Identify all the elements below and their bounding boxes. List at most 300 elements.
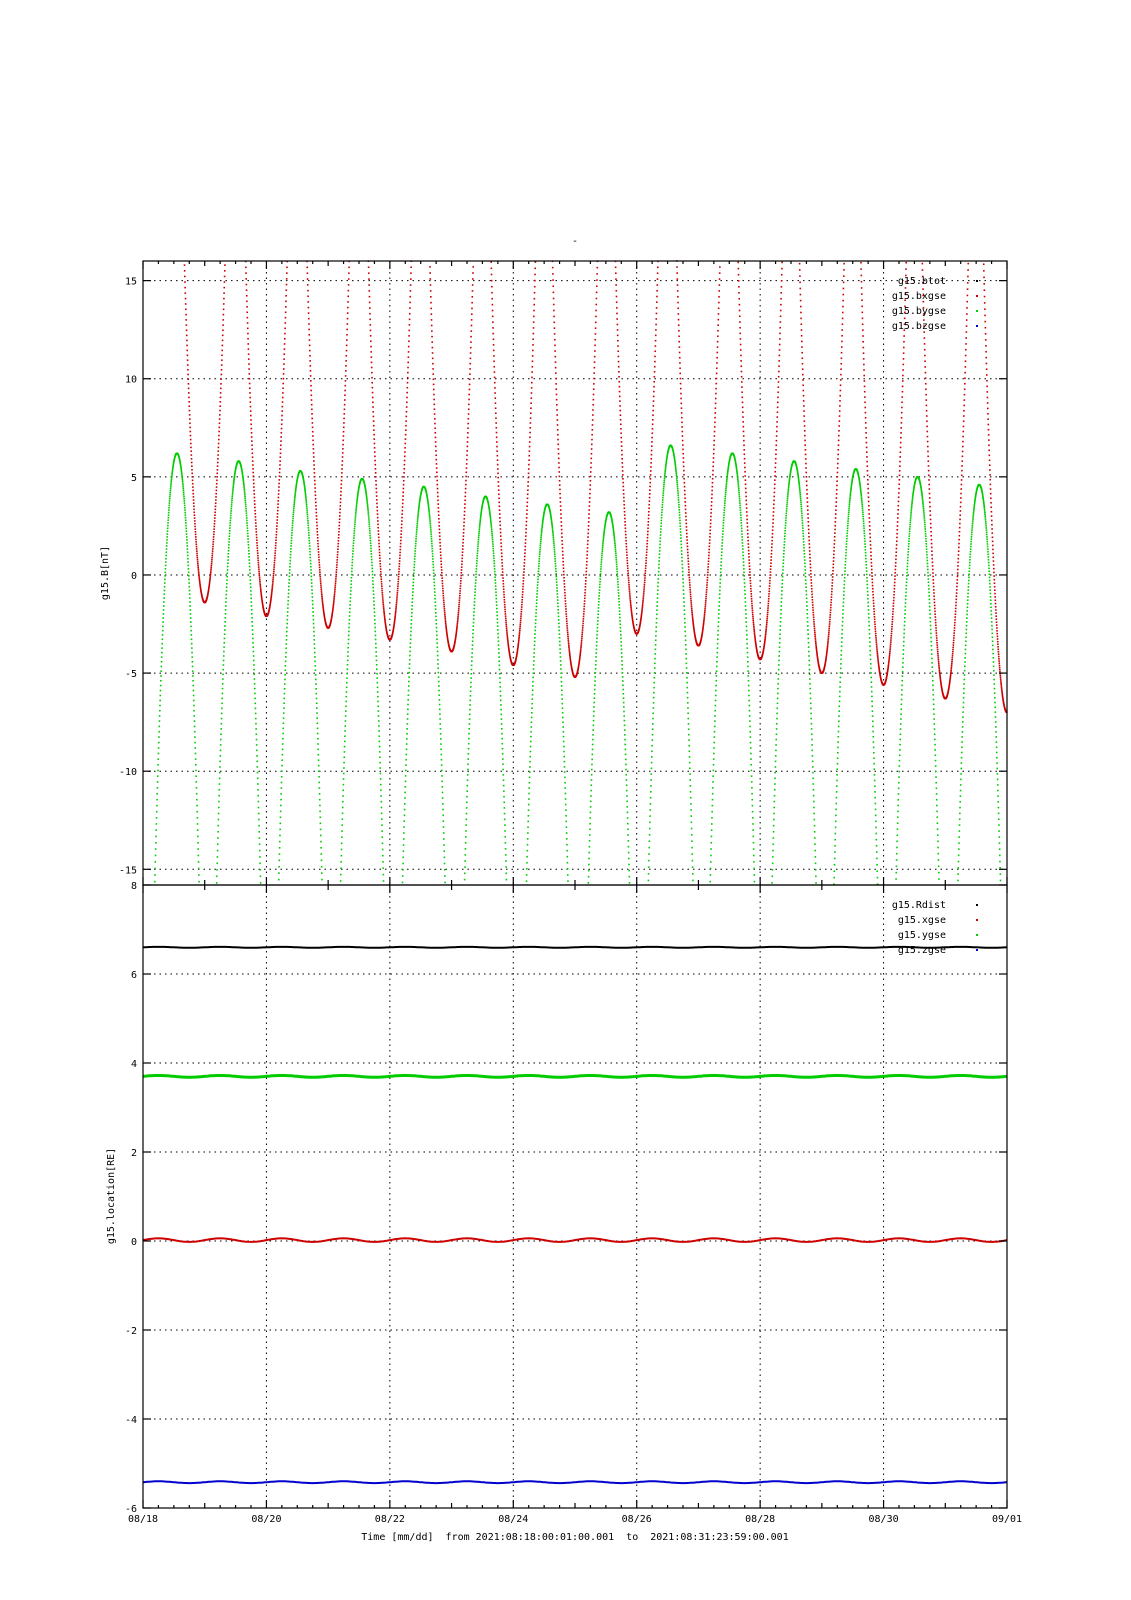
data-point: [244, 494, 246, 496]
data-point: [255, 718, 257, 720]
data-point: [479, 522, 481, 524]
data-point: [196, 546, 198, 548]
data-point: [306, 505, 308, 507]
data-point: [254, 513, 256, 515]
data-point: [997, 643, 999, 645]
data-point: [349, 601, 351, 603]
data-point: [409, 655, 411, 657]
data-point: [218, 801, 220, 803]
data-point: [354, 521, 356, 523]
data-point: [843, 288, 845, 290]
data-point: [652, 414, 654, 416]
data-point: [767, 616, 769, 618]
data-point: [831, 585, 833, 587]
data-point: [833, 564, 835, 566]
data-point: [529, 441, 531, 443]
data-point: [344, 725, 346, 727]
data-point: [280, 444, 282, 446]
data-point: [459, 595, 461, 597]
data-point: [284, 333, 286, 335]
data-point: [428, 512, 430, 514]
data-point: [376, 492, 378, 494]
data-point: [415, 548, 417, 550]
data-point: [562, 544, 564, 546]
data-point: [368, 284, 370, 286]
data-point: [442, 590, 444, 592]
data-point: [989, 479, 991, 481]
data-point: [346, 677, 348, 679]
data-point: [256, 539, 258, 541]
data-point: [834, 525, 836, 527]
data-point: [861, 299, 863, 301]
data-point: [557, 419, 559, 421]
data-point: [950, 676, 952, 678]
data-point: [680, 388, 682, 390]
data-point: [529, 782, 531, 784]
data-point: [983, 283, 985, 285]
data-point: [437, 647, 439, 649]
data-point: [471, 319, 473, 321]
data-point: [307, 520, 309, 522]
data-point: [341, 849, 343, 851]
data-point: [220, 388, 222, 390]
data-point: [832, 567, 834, 569]
data-point: [251, 613, 253, 615]
data-point: [444, 610, 446, 612]
data-point: [528, 798, 530, 800]
data-point: [184, 505, 186, 507]
data-point: [656, 290, 658, 292]
data-point: [304, 489, 306, 491]
data-point: [692, 617, 694, 619]
data-point: [891, 631, 893, 633]
data-point: [309, 345, 311, 347]
data-point: [502, 748, 504, 750]
data-point: [432, 550, 434, 552]
data-point: [434, 601, 436, 603]
data-point: [506, 628, 508, 630]
data-point: [692, 620, 694, 622]
data-point: [283, 363, 285, 365]
data-point: [253, 669, 255, 671]
data-point: [479, 529, 481, 531]
data-point: [466, 796, 468, 798]
data-point: [994, 596, 996, 598]
data-point: [216, 476, 218, 478]
data-point: [192, 480, 194, 482]
data-point: [400, 549, 402, 551]
data-point: [396, 600, 398, 602]
data-point: [716, 373, 718, 375]
data-point: [196, 550, 198, 552]
data-point: [930, 519, 932, 521]
data-point: [625, 543, 627, 545]
data-point: [382, 843, 384, 845]
data-point: [493, 557, 495, 559]
data-point: [504, 599, 506, 601]
data-point: [436, 631, 438, 633]
data-point: [383, 604, 385, 606]
data-point: [285, 665, 287, 667]
data-point: [221, 369, 223, 371]
data-point: [568, 648, 570, 650]
data-point: [158, 736, 160, 738]
data-point: [190, 435, 192, 437]
data-point: [930, 514, 932, 516]
data-point: [354, 523, 356, 525]
data-point: [346, 334, 348, 336]
data-point: [553, 292, 555, 294]
data-point: [248, 559, 250, 561]
data-point: [497, 618, 499, 620]
data-point: [779, 349, 781, 351]
data-point: [594, 350, 596, 352]
data-point: [222, 674, 224, 676]
data-point: [440, 551, 442, 553]
data-point: [552, 285, 554, 287]
data-point: [965, 343, 967, 345]
data-point: [348, 639, 350, 641]
data-point: [157, 787, 159, 789]
data-point: [870, 555, 872, 557]
data-point: [654, 366, 656, 368]
data-point: [650, 458, 652, 460]
data-point: [313, 631, 315, 633]
data-point: [692, 615, 694, 617]
data-point: [430, 525, 432, 527]
data-point: [890, 635, 892, 637]
data-point: [644, 584, 646, 586]
data-point: [865, 412, 867, 414]
data-point: [804, 444, 806, 446]
data-point: [252, 460, 254, 462]
data-point: [247, 538, 249, 540]
data-point: [397, 590, 399, 592]
data-point: [952, 657, 954, 659]
data-point: [715, 398, 717, 400]
data-point: [188, 405, 190, 407]
data-point: [768, 593, 770, 595]
data-point: [214, 517, 216, 519]
data-point: [866, 456, 868, 458]
data-point: [653, 391, 655, 393]
data-point: [411, 605, 413, 607]
data-point: [966, 307, 968, 309]
data-point: [469, 378, 471, 380]
data-point: [335, 574, 337, 576]
data-point: [282, 392, 284, 394]
data-point: [803, 390, 805, 392]
data-point: [395, 611, 397, 613]
data-point: [275, 539, 277, 541]
data-point: [183, 490, 185, 492]
data-point: [433, 399, 435, 401]
data-point: [432, 368, 434, 370]
data-point: [374, 456, 376, 458]
data-point: [316, 515, 318, 517]
data-point: [748, 553, 750, 555]
data-point: [293, 509, 295, 511]
data-point: [182, 484, 184, 486]
data-point: [961, 470, 963, 472]
data-point: [739, 327, 741, 329]
data-point: [185, 298, 187, 300]
data-point: [503, 588, 505, 590]
data-point: [704, 613, 706, 615]
data-point: [344, 394, 346, 396]
data-point: [710, 509, 712, 511]
data-point: [342, 818, 344, 820]
data-point: [748, 547, 750, 549]
data-point: [218, 795, 220, 797]
data-point: [500, 532, 502, 534]
data-point: [343, 427, 345, 429]
data-point: [582, 631, 584, 633]
data-point: [210, 567, 212, 569]
data-point: [305, 495, 307, 497]
data-point: [526, 874, 528, 876]
data-point: [495, 595, 497, 597]
data-point: [260, 594, 262, 596]
data-point: [279, 853, 281, 855]
data-point: [813, 621, 815, 623]
data-point: [522, 583, 524, 585]
data-point: [370, 548, 372, 550]
data-point: [285, 647, 287, 649]
data-point: [834, 540, 836, 542]
data-point: [163, 593, 165, 595]
data-point: [526, 868, 528, 870]
data-point: [317, 543, 319, 545]
data-point: [892, 621, 894, 623]
data-point: [311, 586, 313, 588]
data-point: [160, 670, 162, 672]
data-point: [499, 521, 501, 523]
data-point: [562, 551, 564, 553]
data-point: [282, 397, 284, 399]
data-point: [622, 478, 624, 480]
data-point: [781, 286, 783, 288]
data-point: [750, 590, 752, 592]
data-point: [186, 335, 188, 337]
data-point: [212, 543, 214, 545]
data-point: [567, 629, 569, 631]
data-point: [987, 408, 989, 410]
data-point: [710, 512, 712, 514]
data-point: [221, 698, 223, 700]
data-point: [816, 647, 818, 649]
data-point: [679, 362, 681, 364]
data-point: [927, 441, 929, 443]
data-point: [554, 339, 556, 341]
data-point: [630, 603, 632, 605]
data-point: [585, 574, 587, 576]
data-point: [248, 544, 250, 546]
data-point: [769, 574, 771, 576]
data-point: [372, 571, 374, 573]
data-point: [768, 598, 770, 600]
data-point: [803, 400, 805, 402]
data-point: [309, 551, 311, 553]
data-point: [187, 355, 189, 357]
data-point: [888, 658, 890, 660]
data-point: [677, 290, 679, 292]
data-point: [709, 529, 711, 531]
data-point: [167, 522, 169, 524]
data-point: [333, 599, 335, 601]
data-point: [469, 389, 471, 391]
data-point: [307, 525, 309, 527]
data-point: [1000, 677, 1002, 679]
data-point: [580, 645, 582, 647]
data-point: [380, 773, 382, 775]
data-point: [990, 484, 992, 486]
data-point: [716, 357, 718, 359]
data-point: [468, 743, 470, 745]
data-point: [169, 500, 171, 502]
data-point: [962, 456, 964, 458]
data-point: [438, 511, 440, 513]
data-point: [648, 511, 650, 513]
data-point: [256, 744, 258, 746]
data-point: [382, 592, 384, 594]
data-point: [959, 514, 961, 516]
data-point: [504, 836, 506, 838]
data-point: [525, 528, 527, 530]
data-point: [409, 307, 411, 309]
data-point: [622, 474, 624, 476]
data-point: [383, 613, 385, 615]
data-point: [353, 540, 355, 542]
data-point: [505, 615, 507, 617]
data-point: [161, 643, 163, 645]
data-point: [274, 557, 276, 559]
data-point: [898, 483, 900, 485]
data-point: [925, 372, 927, 374]
data-point: [843, 282, 845, 284]
data-point: [809, 543, 811, 545]
data-point: [294, 500, 296, 502]
data-point: [251, 440, 253, 442]
data-point: [967, 282, 969, 284]
data-point: [408, 330, 410, 332]
data-point: [250, 579, 252, 581]
data-point: [340, 491, 342, 493]
data-point: [317, 537, 319, 539]
data-point: [304, 488, 306, 490]
data-point: [457, 623, 459, 625]
data-point: [277, 503, 279, 505]
data-point: [183, 494, 185, 496]
data-point: [773, 496, 775, 498]
data-point: [804, 420, 806, 422]
data-point: [747, 526, 749, 528]
data-point: [372, 406, 374, 408]
data-point: [435, 446, 437, 448]
data-point: [988, 429, 990, 431]
data-point: [562, 561, 564, 563]
data-point: [343, 422, 345, 424]
data-point: [769, 585, 771, 587]
data-point: [247, 343, 249, 345]
data-point: [529, 761, 531, 763]
data-point: [501, 733, 503, 735]
data-point: [281, 423, 283, 425]
data-point: [643, 586, 645, 588]
data-point: [656, 313, 658, 315]
data-point: [436, 623, 438, 625]
data-point: [443, 595, 445, 597]
data-point: [293, 511, 295, 513]
data-point: [257, 552, 259, 554]
data-point: [372, 577, 374, 579]
data-point: [221, 703, 223, 705]
data-point: [478, 539, 480, 541]
data-point: [368, 272, 370, 274]
data-point: [519, 629, 521, 631]
data-point: [348, 290, 350, 292]
data-point: [379, 560, 381, 562]
data-point: [630, 605, 632, 607]
data-point: [341, 480, 343, 482]
data-point: [897, 513, 899, 515]
data-point: [342, 807, 344, 809]
data-point: [991, 520, 993, 522]
data-point: [381, 830, 383, 832]
data-point: [715, 407, 717, 409]
data-point: [618, 371, 620, 373]
data-point: [932, 576, 934, 578]
data-point: [182, 482, 184, 484]
data-point: [526, 525, 528, 527]
data-point: [765, 632, 767, 634]
data-point: [744, 467, 746, 469]
data-point: [716, 367, 718, 369]
data-point: [567, 631, 569, 633]
data-point: [804, 440, 806, 442]
data-point: [313, 623, 315, 625]
data-point: [901, 417, 903, 419]
data-point: [166, 536, 168, 538]
data-point: [526, 517, 528, 519]
data-point: [402, 863, 404, 865]
data-point: [468, 753, 470, 755]
data-point: [182, 479, 184, 481]
data-point: [774, 479, 776, 481]
data-point: [648, 518, 650, 520]
data-point: [712, 478, 714, 480]
data-point: [413, 579, 415, 581]
data-point: [646, 552, 648, 554]
data-point: [713, 453, 715, 455]
data-point: [405, 781, 407, 783]
data-point: [395, 609, 397, 611]
data-point: [585, 583, 587, 585]
data-point: [189, 427, 191, 429]
data-point: [220, 744, 222, 746]
data-point: [439, 704, 441, 706]
data-point: [531, 387, 533, 389]
data-point: [553, 316, 555, 318]
data-point: [579, 654, 581, 656]
data-point: [770, 562, 772, 564]
data-point: [965, 366, 967, 368]
data-point: [745, 488, 747, 490]
data-point: [348, 627, 350, 629]
data-point: [198, 868, 200, 870]
data-point: [369, 307, 371, 309]
data-point: [986, 391, 988, 393]
